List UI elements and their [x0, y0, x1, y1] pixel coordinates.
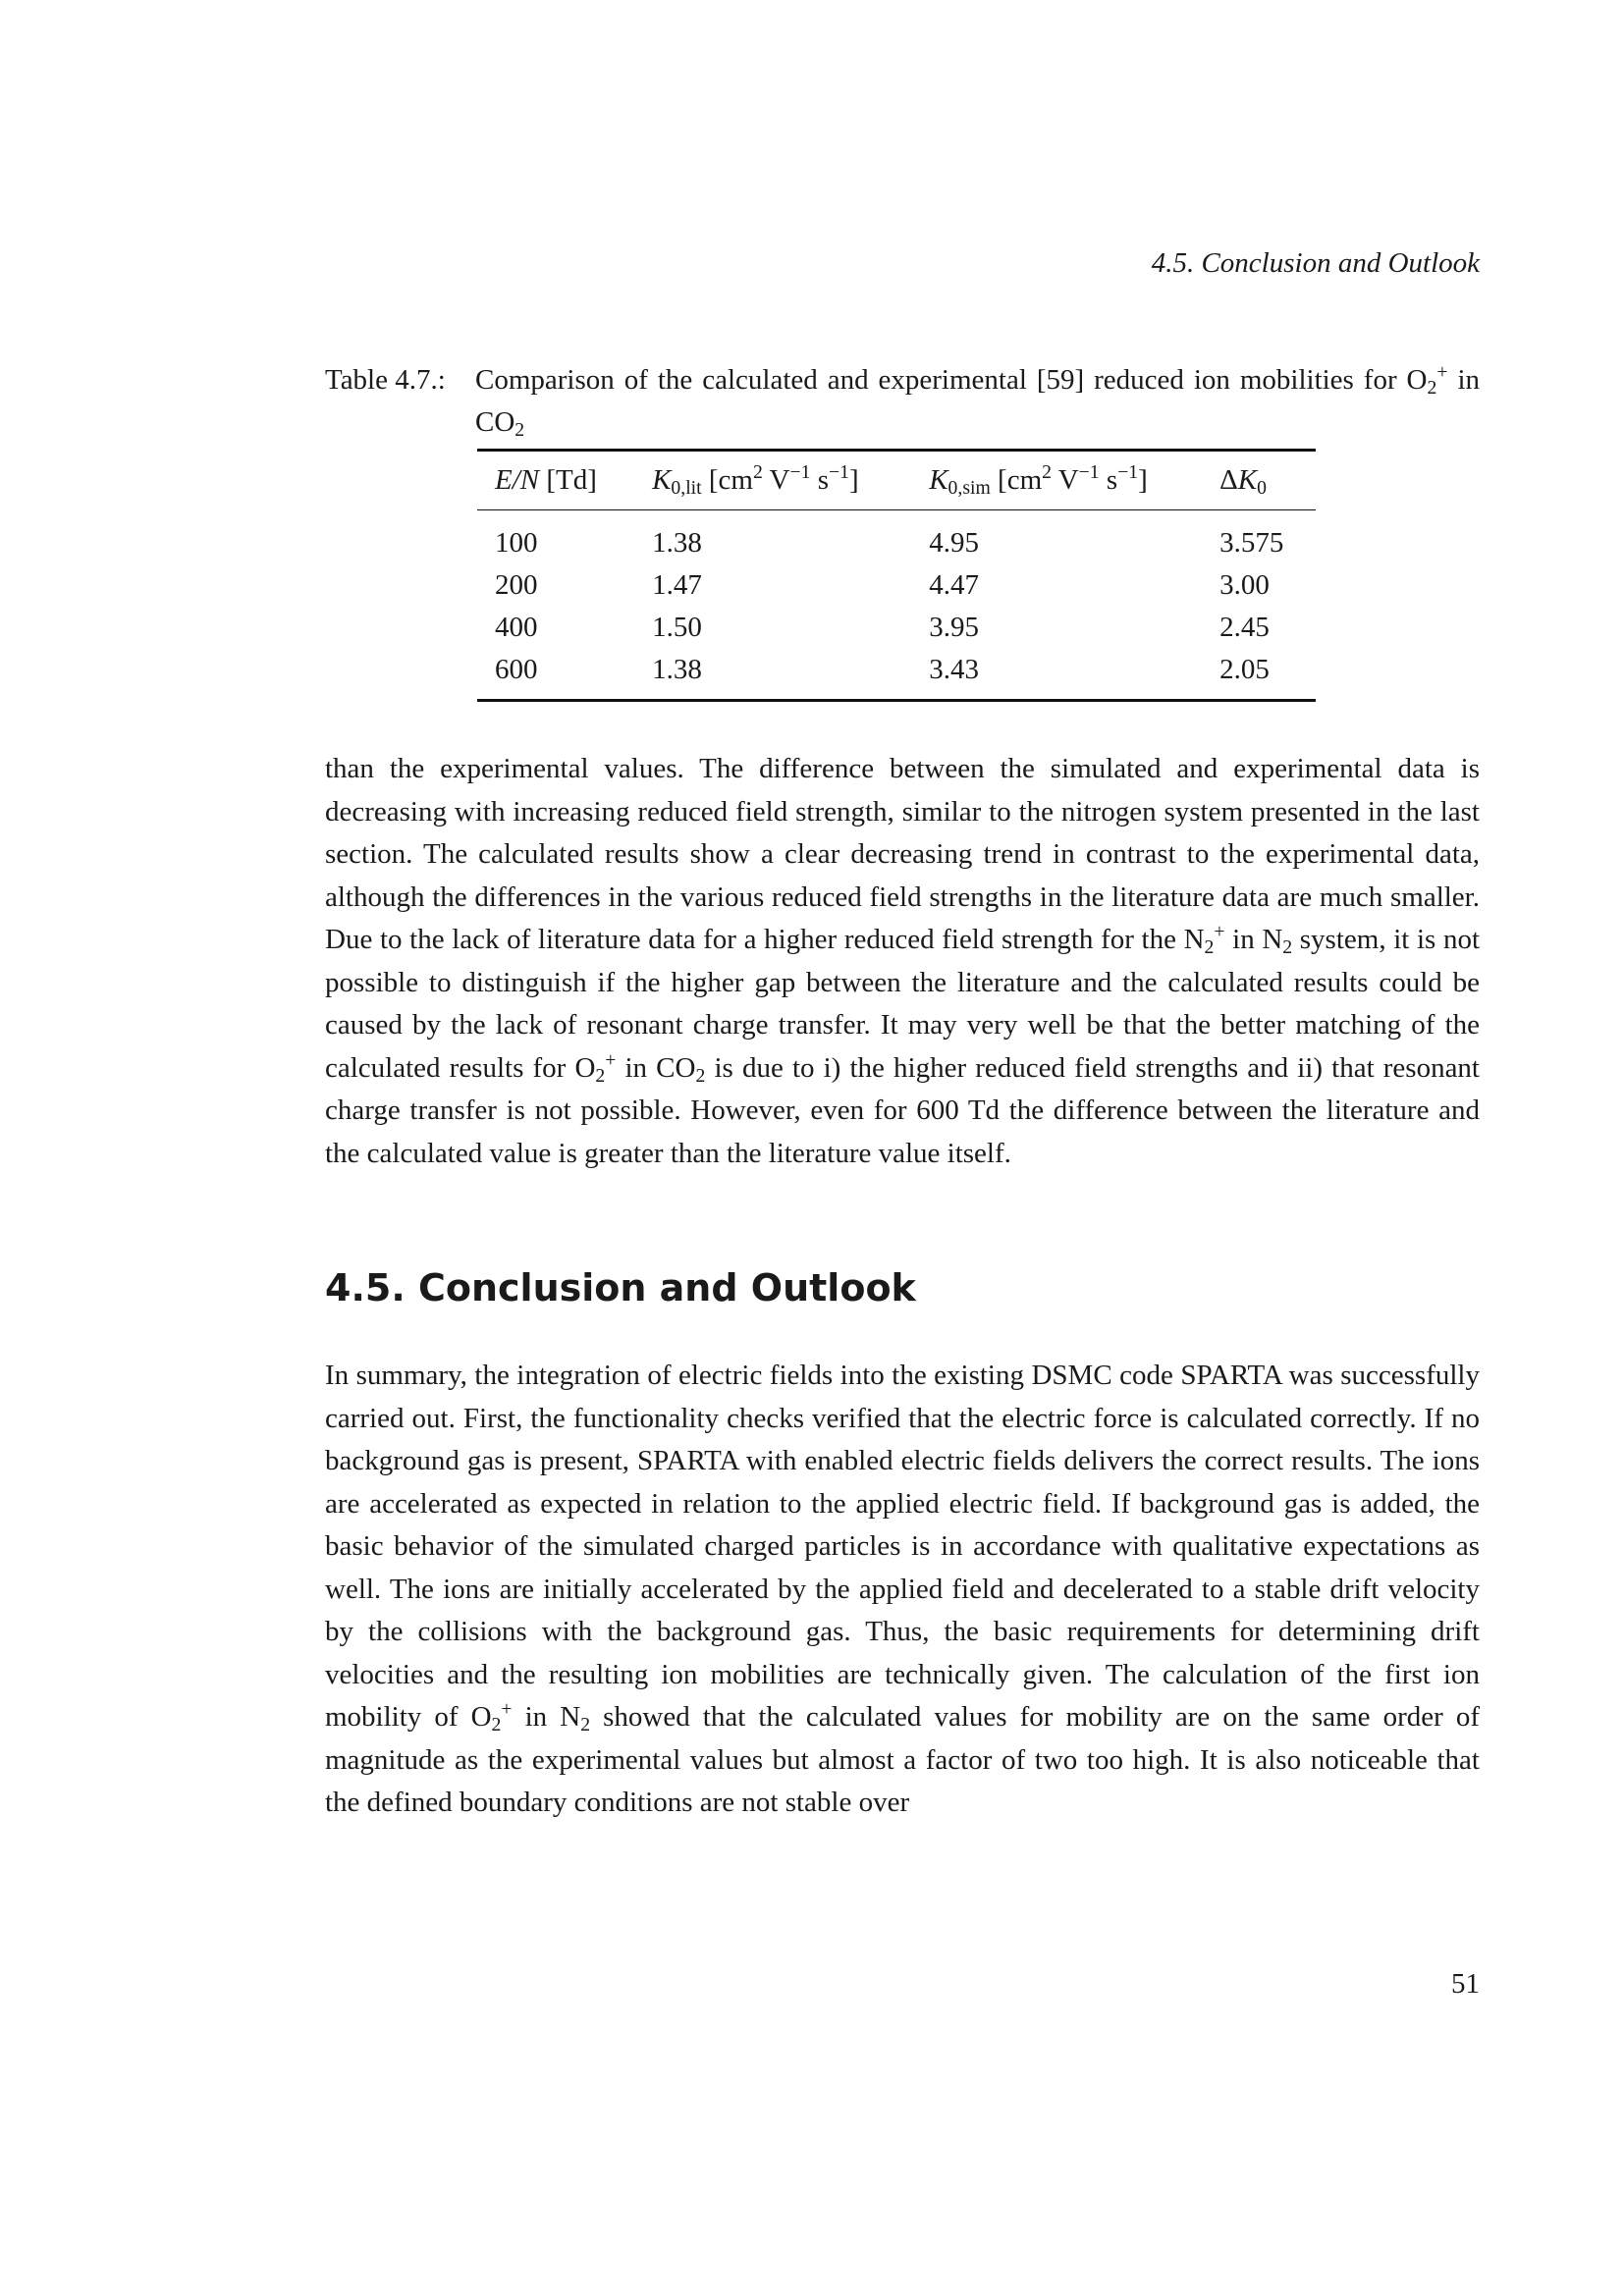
cell-delta-k0: 3.00	[1219, 569, 1270, 601]
table-row	[477, 607, 1316, 649]
running-head: 4.5. Conclusion and Outlook	[1151, 247, 1480, 279]
table-row	[477, 649, 1316, 701]
cell-en: 100	[495, 527, 538, 559]
section-heading: 4.5. Conclusion and Outlook	[325, 1266, 916, 1309]
table-caption	[325, 359, 1480, 444]
body-paragraph-conclusion: In summary, the integration of electric fields into the existing DSMC code SPARTA was successfully carried out. First, the functionality checks verified that the electric force is calculated correctly. If no background gas is present, SPARTA with enabled electric fields delivers the correct results. The ions are accelerated as expected in relation to the applied electric field. If background gas is added, the basic behavior of the simulated charged particles is in accordance with qualitative expectations as well. The ions are initially accelerated by the applied field and decelerated to a stable drift velocity by the collisions with the background gas. Thus, the basic requirements for determining drift velocities and the resulting ion mobilities are technically given. The calculation of the first ion mobility of $O_2^+$ in $N_2$ showed that the calculated values for mobility are on the same order of magnitude as the experimental values but almost a factor of two too high. It is also noticeable that the defined boundary conditions are not stable over	[325, 1360, 1481, 1818]
cell-k0-sim: 4.47	[929, 569, 979, 601]
cell-k0-lit: 1.38	[652, 654, 702, 685]
cell-k0-lit: 1.38	[652, 527, 702, 559]
cell-delta-k0: 2.05	[1219, 654, 1270, 685]
header-k0-sim: $K_{0,sim}$ [$cm^2$ $V^{-1}$ $s^{-1}$]	[929, 461, 1148, 499]
mobility-table	[477, 449, 1316, 702]
cell-k0-sim: 3.95	[929, 612, 979, 643]
table-caption-label: Table 4.7.:	[325, 364, 446, 396]
cell-en: 200	[495, 569, 538, 601]
header-en: E/N [Td]	[495, 464, 597, 496]
header-k0-lit: $K_{0,lit}$ [$cm^2$ $V^{-1}$ $s^{-1}$]	[652, 461, 859, 499]
cell-delta-k0: 3.575	[1219, 527, 1284, 559]
cell-delta-k0: 2.45	[1219, 612, 1270, 643]
table-caption-text: Comparison of the calculated and experimental [59] reduced ion mobilities for $O_2^+$ in $CO_2$	[475, 361, 1481, 441]
cell-en: 400	[495, 612, 538, 643]
table-row	[477, 564, 1316, 607]
cell-k0-sim: 3.43	[929, 654, 979, 685]
cell-k0-lit: 1.47	[652, 569, 702, 601]
table-header-row	[477, 451, 1316, 510]
header-delta-k0: $\Delta K_0$	[1219, 464, 1267, 499]
page-number: 51	[1451, 1968, 1480, 2000]
cell-k0-lit: 1.50	[652, 612, 702, 643]
cell-k0-sim: 4.95	[929, 527, 979, 559]
table-row	[477, 510, 1316, 565]
body-paragraph-discussion: than the experimental values. The difference between the simulated and experimental data is decreasing with increasing reduced field strength, similar to the nitrogen system presented in the last section. The calculated results show a clear decreasing trend in contrast to the experimental data, although the differences in the various reduced field strengths in the literature data are much smaller. Due to the lack of literature data for a higher reduced field strength for the $N_2^+$ in $N_2$ system, it is not possible to distinguish if the higher gap between the literature and the calculated results could be caused by the lack of resonant charge transfer. It may very well be that the better matching of the calculated results for $O_2^+$ in $CO_2$ is due to i) the higher reduced field strengths and ii) that resonant charge transfer is not possible. However, even for 600 Td the difference between the literature and the calculated value is greater than the literature value itself.	[325, 753, 1480, 1169]
cell-en: 600	[495, 654, 538, 685]
